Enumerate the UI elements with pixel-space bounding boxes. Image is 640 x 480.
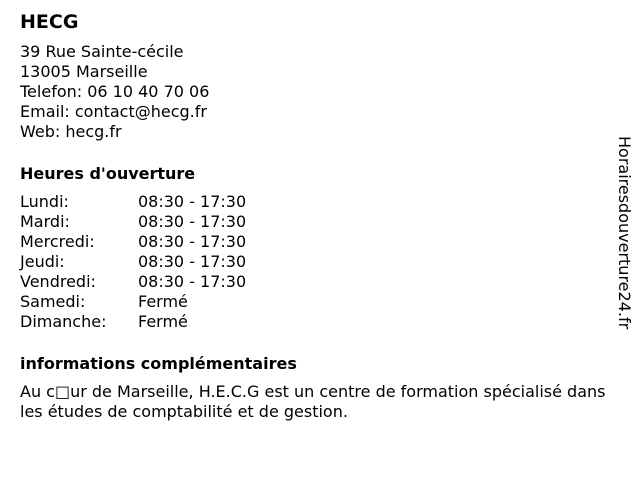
additional-info-heading: informations complémentaires	[20, 354, 297, 373]
hours-row-sunday	[20, 312, 610, 332]
time-value: 08:30 - 17:30	[138, 192, 247, 211]
hours-row-tuesday	[20, 212, 610, 232]
day-label: Dimanche:	[20, 312, 107, 331]
hours-row-saturday	[20, 292, 610, 312]
time-value: 08:30 - 17:30	[138, 252, 247, 271]
opening-hours-table	[20, 192, 610, 332]
hours-row-wednesday	[20, 232, 610, 252]
time-value: 08:30 - 17:30	[138, 232, 247, 251]
opening-hours-heading: Heures d'ouverture	[20, 164, 196, 183]
day-label: Lundi:	[20, 192, 69, 211]
day-label: Vendredi:	[20, 272, 96, 291]
time-value: 08:30 - 17:30	[138, 272, 247, 291]
address-line-2: 13005 Marseille	[20, 62, 148, 81]
hours-row-thursday	[20, 252, 610, 272]
day-label: Jeudi:	[20, 252, 65, 271]
day-label: Mercredi:	[20, 232, 95, 251]
business-card	[20, 10, 610, 422]
web-line: Web: hecg.fr	[20, 122, 122, 141]
day-label: Mardi:	[20, 212, 70, 231]
phone-line: Telefon: 06 10 40 70 06	[20, 82, 210, 101]
time-value: Fermé	[138, 312, 188, 331]
hours-row-monday	[20, 192, 610, 212]
time-value: Fermé	[138, 292, 188, 311]
contact-details	[20, 42, 610, 142]
business-name: HECG	[20, 11, 79, 33]
hours-row-friday	[20, 272, 610, 292]
time-value: 08:30 - 17:30	[138, 212, 247, 231]
email-line: Email: contact@hecg.fr	[20, 102, 207, 121]
address-line-1: 39 Rue Sainte-cécile	[20, 42, 184, 61]
additional-info-text: Au c□ur de Marseille, H.E.C.G est un centre de formation spécialisé dans les études de comptabilité et de gestion.	[20, 382, 606, 421]
day-label: Samedi:	[20, 292, 86, 311]
website-credit: Horairesdouverture24.fr	[615, 136, 634, 330]
